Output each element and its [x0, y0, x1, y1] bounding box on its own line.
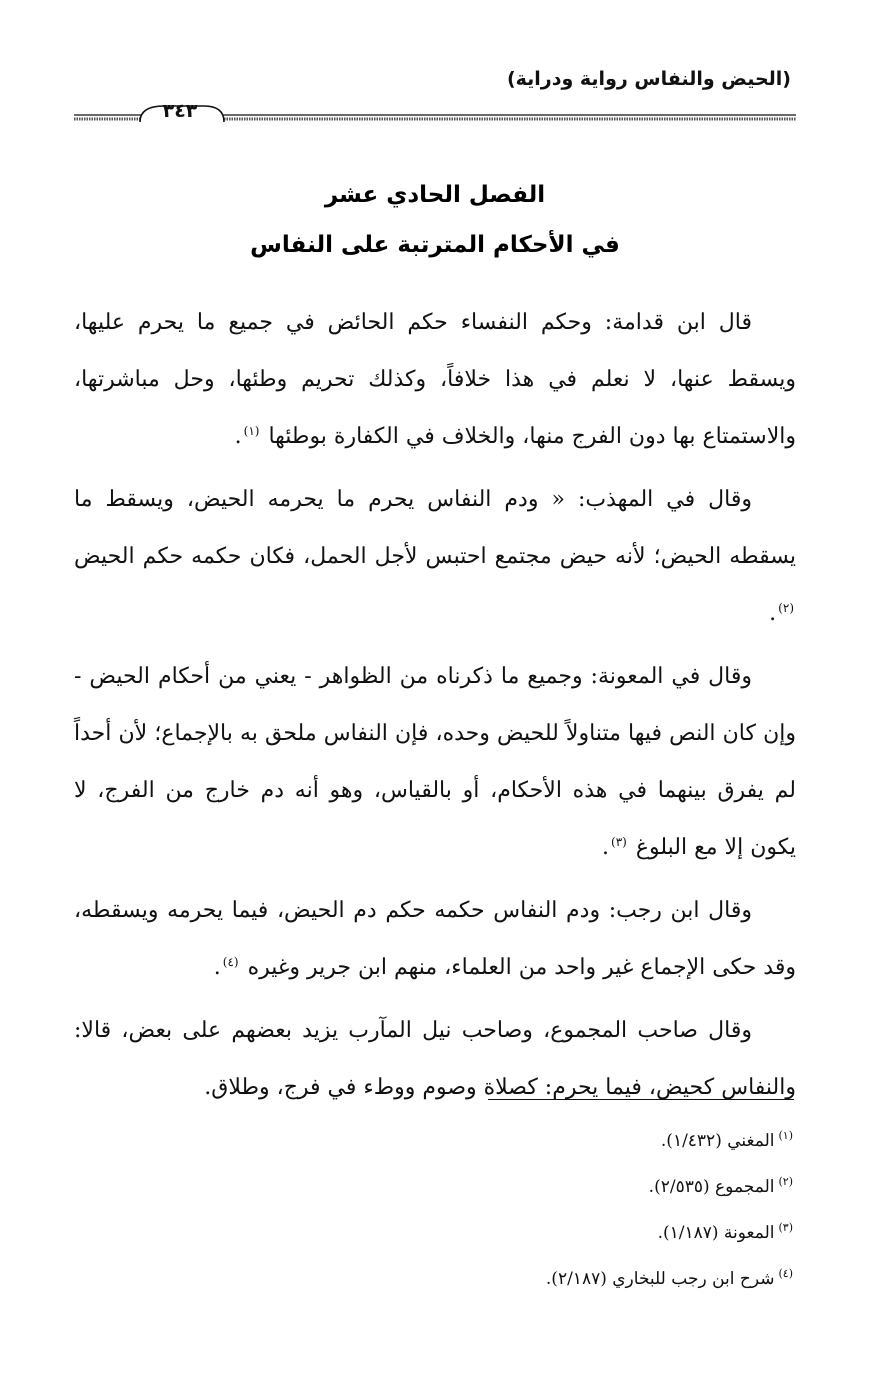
paragraph-text: وقال في المهذب: « ودم النفاس يحرم ما يحرمه الحيض، ويسقط ما يسقطه الحيض؛ لأنه حيض مجتمع احتبس لأجل الحمل، فكان حكمه حكم الحيض — [74, 487, 796, 569]
footnotes — [233, 1118, 793, 1302]
paragraph-tail: . — [234, 424, 242, 449]
footnote-text: المعونة (١/١٨٧). — [657, 1223, 775, 1243]
paragraph-tail: . — [602, 835, 610, 860]
footnote-marker: (٣) — [778, 1221, 793, 1235]
footnote-marker: (١) — [778, 1129, 793, 1143]
chapter-subtitle: في الأحكام المترتبة على النفاس — [250, 232, 620, 258]
footnote-ref: (٤) — [222, 954, 239, 969]
chapter-title: الفصل الحادي عشر — [324, 182, 546, 208]
paragraph — [74, 648, 796, 876]
footnote-ref: (٢) — [778, 600, 794, 615]
paragraph-text: قال ابن قدامة: وحكم النفساء حكم الحائض في جميع ما يحرم عليها، ويسقط عنها، لا نعلم في هذا خلافاً، وكذلك تحريم وطئها، وحل مباشرتها، والاستمتاع بها دون الفرج منها، والخلاف في الكفارة بوطئها — [74, 310, 796, 449]
paragraph-tail: . — [213, 955, 221, 980]
footnote-ref: (٣) — [611, 834, 627, 849]
footnote-separator — [488, 1099, 794, 1100]
footnote — [233, 1164, 793, 1210]
paragraph — [74, 294, 796, 465]
footnote — [233, 1256, 793, 1302]
page-number: ٣٤٣ — [162, 100, 198, 122]
paragraph — [74, 882, 796, 996]
paragraph — [74, 471, 796, 642]
body-text — [74, 294, 796, 1122]
paragraph-text: وقال صاحب المجموع، وصاحب نيل المآرب يزيد بعضهم على بعض، قالا: والنفاس كحيض، فيما يحرم: كصلاة وصوم ووطء في فرج، وطلاق. — [74, 1018, 796, 1100]
paragraph-text: وقال ابن رجب: ودم النفاس حكمه حكم دم الحيض، فيما يحرمه ويسقطه، وقد حكى الإجماع غير واحد من العلماء، منهم ابن جرير وغيره — [74, 898, 796, 980]
footnote-text: المجموع (٢/٥٣٥). — [648, 1177, 775, 1197]
footnote-ref: (١) — [243, 423, 260, 438]
footnote-marker: (٢) — [778, 1175, 793, 1189]
paragraph-tail: . — [769, 601, 777, 626]
footnote-text: المغني (١/٤٣٢). — [660, 1131, 775, 1151]
footnote-text: شرح ابن رجب للبخاري (٢/١٨٧). — [545, 1269, 775, 1289]
footnote — [233, 1210, 793, 1256]
footnote-marker: (٤) — [778, 1267, 793, 1281]
paragraph-text: وقال في المعونة: وجميع ما ذكرناه من الظواهر - يعني من أحكام الحيض - وإن كان النص فيها متناولاً للحيض وحده، فإن النفاس ملحق به بالإجماع؛ لأن أحداً لم يفرق بينهما في هذه الأحكام، أو بالقياس، وهو أنه دم خارج من الفرج، لا يكون إلا مع البلوغ — [74, 664, 796, 860]
running-header: (الحيض والنفاس رواية ودراية) — [506, 68, 791, 90]
footnote — [233, 1118, 793, 1164]
